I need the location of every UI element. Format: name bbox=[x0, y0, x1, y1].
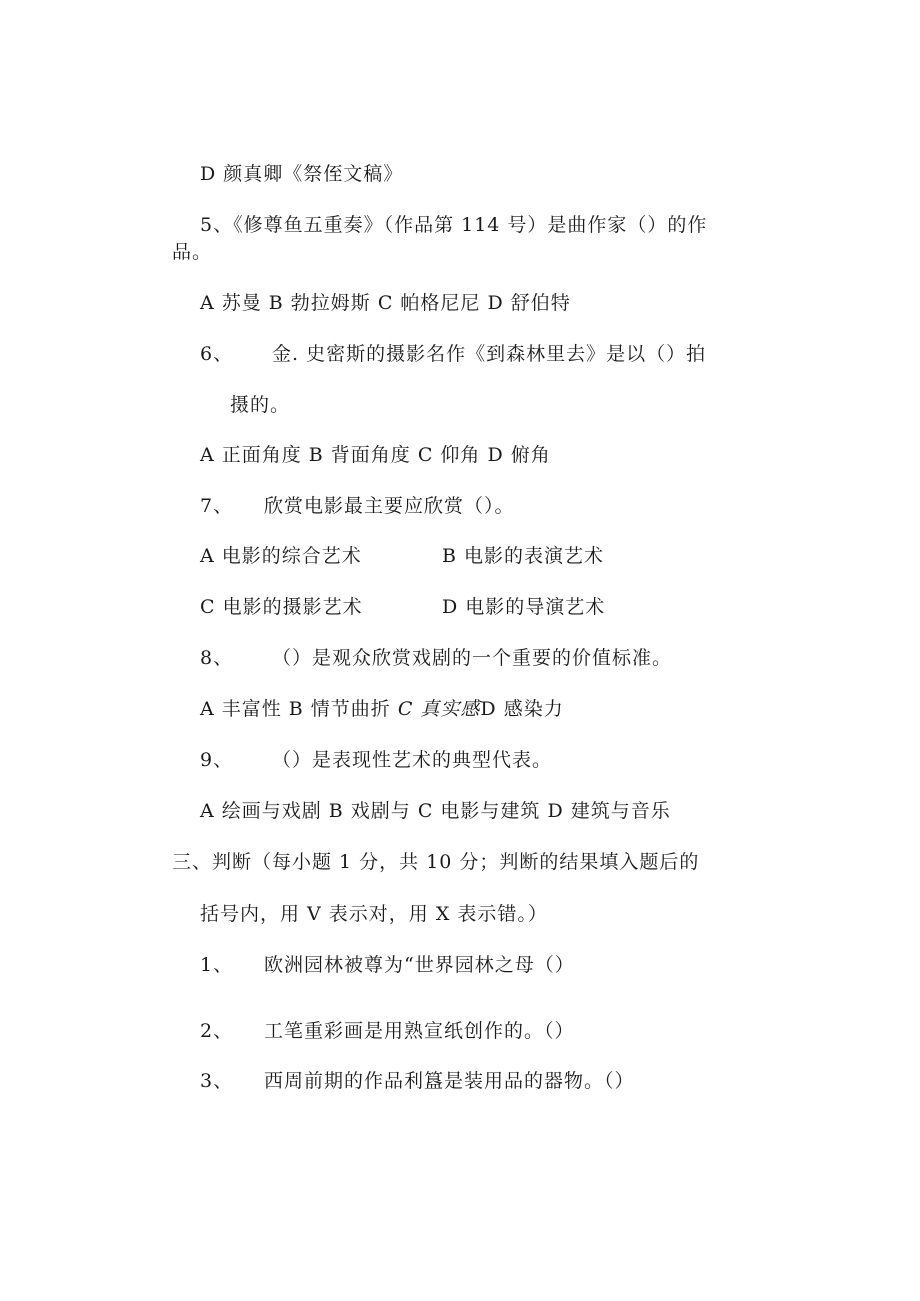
q8-option-d: D 感染力 bbox=[480, 698, 564, 720]
q5-question-line1: 5、《修尊鱼五重奏》（作品第 114 号）是曲作家（）的作 bbox=[200, 214, 708, 236]
q6-text: 金. 史密斯的摄影名作《到森林里去》是以（）拍 bbox=[272, 343, 707, 365]
judge-text: 工笔重彩画是用熟宣纸创作的。（） bbox=[264, 1020, 575, 1042]
judge-text: 西周前期的作品利簋是装用品的器物。（） bbox=[264, 1070, 635, 1092]
judge-number: 2、 bbox=[200, 1020, 234, 1042]
q8-number: 8、 bbox=[200, 647, 234, 669]
judge-item bbox=[200, 953, 575, 977]
q6-question-line2: 摄的。 bbox=[230, 394, 291, 416]
q5-question-line2: 品。 bbox=[172, 241, 213, 263]
q8-option-c: C 真实感 bbox=[397, 698, 481, 720]
q6-number: 6、 bbox=[200, 343, 234, 365]
q4-option-d: D 颜真卿《祭侄文稿》 bbox=[200, 163, 404, 185]
judge-text: 欧洲园林被尊为“世界园林之母（） bbox=[264, 954, 575, 976]
q6-options: A 正面角度 B 背面角度 C 仰角 D 俯角 bbox=[200, 444, 551, 466]
q9-options: A 绘画与戏剧 B 戏剧与 C 电影与建筑 D 建筑与音乐 bbox=[200, 800, 671, 822]
q7-number: 7、 bbox=[200, 495, 234, 517]
q7-text: 欣赏电影最主要应欣赏（）。 bbox=[264, 495, 515, 517]
judge-number: 3、 bbox=[200, 1070, 234, 1092]
q9-number: 9、 bbox=[200, 749, 234, 771]
section3-heading-line1: 三、判断（每小题 1 分，共 10 分；判断的结果填入题后的 bbox=[172, 851, 700, 873]
q7-question bbox=[200, 494, 515, 518]
q5-options: A 苏曼 B 勃拉姆斯 C 帕格尼尼 D 舒伯特 bbox=[200, 292, 571, 314]
judge-item bbox=[200, 1069, 635, 1093]
judge-item bbox=[200, 1019, 575, 1043]
q6-question-line1 bbox=[200, 342, 706, 366]
q7-option-d: D 电影的导演艺术 bbox=[442, 596, 606, 618]
q7-option-c: C 电影的摄影艺术 bbox=[200, 596, 363, 618]
q9-text: （）是表现性艺术的典型代表。 bbox=[272, 749, 553, 771]
q8-options bbox=[200, 697, 564, 721]
q8-options-ab: A 丰富性 B 情节曲折 bbox=[200, 698, 398, 720]
section3-heading-line2: 括号内，用 V 表示对，用 X 表示错。） bbox=[200, 903, 548, 925]
q7-option-a: A 电影的综合艺术 bbox=[200, 545, 362, 567]
judge-number: 1、 bbox=[200, 954, 234, 976]
q9-question bbox=[200, 748, 552, 772]
q7-option-b: B 电影的表演艺术 bbox=[442, 545, 605, 567]
q8-question bbox=[200, 646, 672, 670]
q8-text: （）是观众欣赏戏剧的一个重要的价值标准。 bbox=[272, 647, 673, 669]
